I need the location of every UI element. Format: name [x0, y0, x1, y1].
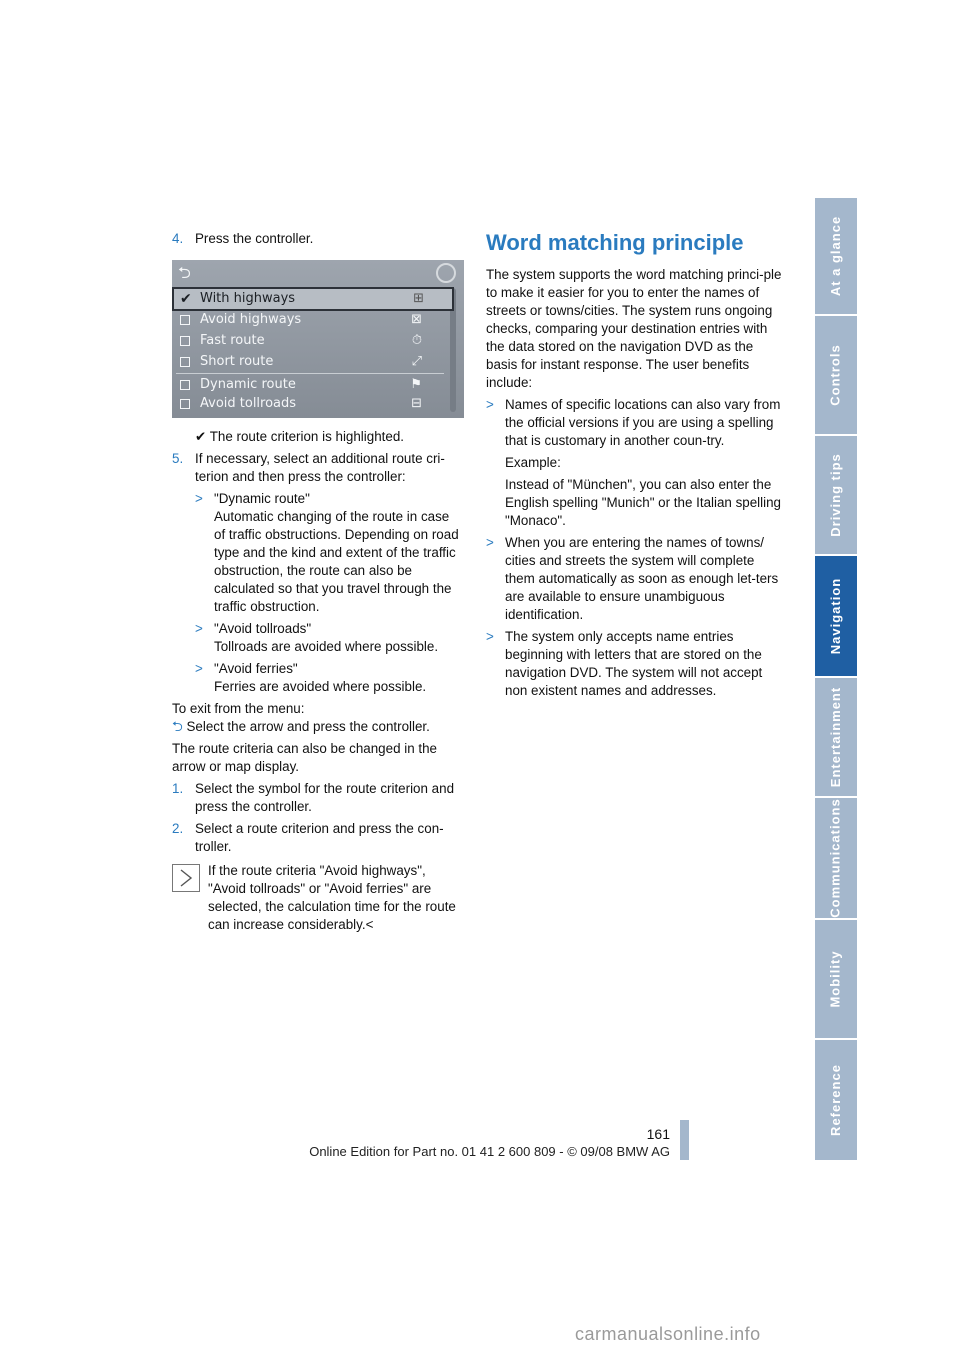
- route-option-row: [172, 287, 454, 311]
- section-heading: Word matching principle: [486, 230, 744, 255]
- tab-at-a-glance[interactable]: [815, 198, 857, 314]
- step-text: If necessary, select an additional route cri-terion and then press the controller:: [195, 451, 445, 484]
- bullet-text: Tollroads are avoided where possible.: [214, 639, 439, 654]
- bullet-text: Names of specific locations can also vary from the official versions if you are using a spelling that is customary in another coun-try.: [505, 397, 781, 448]
- tab-mobility[interactable]: [815, 920, 857, 1038]
- bullet-text: The system only accepts name entries beginning with letters that are stored on the navigation DVD. The system will not accept non existent names and addresses.: [505, 629, 763, 698]
- step-number: 2.: [172, 821, 184, 836]
- right-column: [486, 230, 782, 704]
- route-option-row: [174, 310, 450, 330]
- option-label: Dynamic route: [200, 377, 296, 392]
- note-arrow-icon: [172, 864, 200, 892]
- checkbox-icon: [180, 336, 190, 346]
- bullet-item: [195, 660, 464, 696]
- bullet-text: Automatic changing of the route in case of traffic obstructions. Depending on road type and the kind and extent of the traffic obstruction, the route can also be calculated so that you travel through the traffic obstruction.: [214, 509, 459, 614]
- caption-text: The route criterion is highlighted.: [209, 429, 404, 444]
- step-number: 1.: [172, 781, 184, 796]
- bullet-arrow-icon: >: [195, 661, 203, 676]
- exit-instruction: [172, 718, 464, 736]
- step-2: [172, 820, 464, 856]
- example-text: Instead of "München", you can also enter the English spelling "Munich" or the Italian spelling "Monaco".: [505, 477, 781, 528]
- option-label: Avoid tollroads: [200, 396, 297, 411]
- route-option-row: [174, 394, 450, 414]
- watermark: carmanualsonline.info: [575, 1324, 761, 1344]
- tab-label: At a glance: [828, 215, 844, 297]
- highway-icon: ⊞: [413, 291, 424, 306]
- exit-intro: To exit from the menu:: [172, 701, 305, 716]
- bullet-arrow-icon: >: [195, 491, 203, 506]
- tab-label: Entertainment: [828, 686, 843, 788]
- tab-label: Driving tips: [828, 453, 844, 537]
- checkbox-icon: [180, 380, 190, 390]
- bullet-title: "Avoid ferries": [214, 661, 298, 676]
- chapter-tabs: [815, 198, 857, 1160]
- checkbox-icon: [180, 357, 190, 367]
- bullet-text: Ferries are avoided where possible.: [214, 679, 427, 694]
- step-number: 5.: [172, 451, 184, 466]
- short-route-icon: ⤢: [411, 354, 422, 369]
- bullet-arrow-icon: >: [486, 535, 494, 550]
- screen-topbar: [172, 260, 464, 286]
- tab-navigation[interactable]: [815, 556, 857, 676]
- bullet-title: "Avoid tollroads": [214, 621, 312, 636]
- tab-communications[interactable]: [815, 798, 857, 918]
- controller-icon: [436, 263, 456, 283]
- step-text: Select a route criterion and press the con-troller.: [195, 821, 444, 854]
- back-arrow-icon: ⮌: [178, 263, 191, 282]
- intro-text: The system supports the word matching princi-ple to make it easier for you to enter the names of streets or towns/cities. The system runs ongoing checks, comparing your destination entries with the data stored on the navigation DVD as the basis for instant response. The user benefits include:: [486, 267, 782, 390]
- step-1: [172, 780, 464, 816]
- bullet-item: [486, 534, 782, 624]
- tab-label: Communications: [828, 798, 843, 918]
- route-option-row: [174, 352, 450, 372]
- page-number: 161: [646, 1126, 670, 1142]
- bullet-title: "Dynamic route": [214, 491, 310, 506]
- option-label: Avoid highways: [200, 312, 302, 327]
- bullet-arrow-icon: >: [486, 397, 494, 412]
- route-option-row: [174, 331, 450, 351]
- exit-text: Select the arrow and press the controller.: [186, 719, 430, 734]
- tab-driving-tips[interactable]: [815, 436, 857, 554]
- bullet-item: [486, 396, 782, 530]
- avoid-highway-icon: ⊠: [411, 312, 422, 327]
- bullet-arrow-icon: >: [486, 629, 494, 644]
- route-criteria-screen: [172, 260, 464, 418]
- check-icon: ✔: [195, 429, 207, 444]
- bullet-item: [486, 628, 782, 700]
- bullet-item: [195, 490, 464, 616]
- tab-label: Navigation: [828, 577, 843, 655]
- tab-label: Mobility: [828, 950, 844, 1008]
- divider: [176, 373, 444, 374]
- option-label: With highways: [200, 291, 296, 306]
- step-4: [172, 230, 464, 248]
- tab-label: Controls: [828, 344, 844, 406]
- bullet-text: When you are entering the names of towns/ cities and streets the system will complete them automatically as soon as enough let-ters are available to ensure unambiguous identification.: [505, 535, 779, 622]
- tab-label: Reference: [828, 1064, 843, 1136]
- tab-reference[interactable]: [815, 1040, 857, 1160]
- dynamic-route-icon: ⚑: [410, 377, 422, 392]
- checkbox-icon: [180, 315, 190, 325]
- bullet-arrow-icon: >: [195, 621, 203, 636]
- bullet-list: [172, 490, 464, 696]
- route-option-row: [174, 375, 450, 395]
- note-block: [172, 862, 464, 934]
- tab-controls[interactable]: [815, 316, 857, 434]
- option-label: Short route: [200, 354, 274, 369]
- left-column: [172, 230, 464, 934]
- example-label: Example:: [505, 455, 561, 470]
- note-text: If the route criteria "Avoid highways", "Avoid tollroads" or "Avoid ferries" are selected, the calculation time for the route can increase considerably.: [208, 863, 456, 932]
- step-5: [172, 450, 464, 486]
- end-marker: <: [365, 917, 374, 932]
- step-text: Select the symbol for the route criterion and press the controller.: [195, 781, 455, 814]
- step-number: 4.: [172, 231, 184, 246]
- highlight-caption: [172, 428, 464, 446]
- footer-text: Online Edition for Part no. 01 41 2 600 809 - © 09/08 BMW AG: [309, 1144, 670, 1159]
- bullet-item: [195, 620, 464, 656]
- check-icon: ✔: [180, 291, 192, 307]
- tollroad-icon: ⊟: [411, 396, 422, 411]
- tab-entertainment[interactable]: [815, 678, 857, 796]
- step-text: Press the controller.: [195, 231, 314, 246]
- option-label: Fast route: [200, 333, 265, 348]
- clock-icon: ⏱: [411, 333, 422, 348]
- checkbox-icon: [180, 399, 190, 409]
- change-text: The route criteria can also be changed in the arrow or map display.: [172, 741, 438, 774]
- back-arrow-icon: ⮌: [172, 719, 183, 734]
- page-marker-bar: [680, 1120, 689, 1160]
